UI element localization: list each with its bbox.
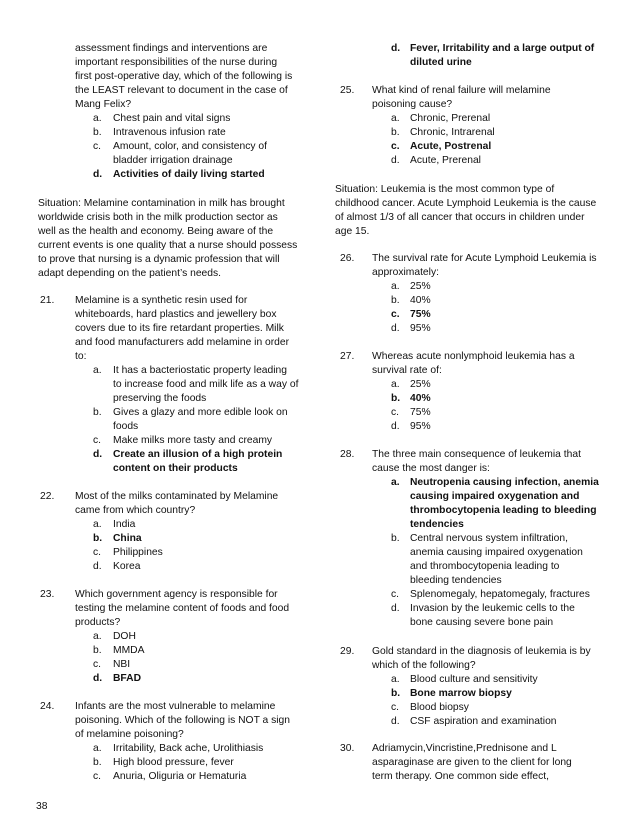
option-letter: c. xyxy=(93,141,102,152)
option-text-line: 25% xyxy=(410,379,431,390)
option-text-line: CSF aspiration and examination xyxy=(410,716,557,727)
question-stem-line: first post-operative day, which of the following is xyxy=(75,71,293,82)
question-number: 30. xyxy=(340,743,355,754)
question-stem-line: to: xyxy=(75,351,87,362)
question-number: 21. xyxy=(40,295,55,306)
question-stem-line: important responsibilities of the nurse during xyxy=(75,57,278,68)
question-stem-line: approximately: xyxy=(372,267,439,278)
option-text-line: 75% xyxy=(410,309,431,320)
question-number: 27. xyxy=(340,351,355,362)
option-text-line: DOH xyxy=(113,631,136,642)
question-number: 25. xyxy=(340,85,355,96)
question-stem-line: Adriamycin,Vincristine,Prednisone and L xyxy=(372,743,557,754)
option-letter: c. xyxy=(391,589,400,600)
option-text-line: Make milks more tasty and creamy xyxy=(113,435,273,446)
situation-line: Situation: Leukemia is the most common type of xyxy=(335,184,555,195)
option-text-line: Invasion by the leukemic cells to the xyxy=(410,603,575,614)
question-number: 28. xyxy=(340,449,355,460)
situation-line: of almost 1/3 of all cancer that occurs in children under xyxy=(335,212,585,223)
option-text-line: foods xyxy=(113,421,139,432)
option-letter: d. xyxy=(391,716,400,727)
question-stem-line: Whereas acute nonlymphoid leukemia has a xyxy=(372,351,575,362)
option-letter: b. xyxy=(93,127,102,138)
option-text-line: content on their products xyxy=(113,463,238,474)
situation-line: worldwide crisis both in the milk production sector as xyxy=(38,212,278,223)
situation-line: current events is one quality that a nurse should possess xyxy=(38,240,298,251)
question-stem-line: Infants are the most vulnerable to melamine xyxy=(75,701,276,712)
option-text-line: tendencies xyxy=(410,519,464,530)
question-stem-line: covers due to its fire retardant properties. Milk xyxy=(75,323,284,334)
option-letter: a. xyxy=(391,281,400,292)
question-stem-line: testing the melamine content of foods and food xyxy=(75,603,290,614)
question-stem-line: assessment findings and interventions are xyxy=(75,43,268,54)
option-letter: b. xyxy=(391,688,401,699)
option-text-line: Neutropenia causing infection, anemia xyxy=(410,477,599,488)
option-letter: b. xyxy=(93,407,102,418)
option-text-line: bone causing severe bone pain xyxy=(410,617,554,628)
option-text-line: Intravenous infusion rate xyxy=(113,127,226,138)
option-letter: b. xyxy=(93,533,103,544)
question-number: 22. xyxy=(40,491,55,502)
option-letter: c. xyxy=(391,309,400,320)
question-stem-line: which of the following? xyxy=(372,660,476,671)
option-text-line: Korea xyxy=(113,561,141,572)
option-letter: d. xyxy=(93,169,103,180)
option-text-line: Acute, Prerenal xyxy=(410,155,481,166)
option-letter: b. xyxy=(391,295,400,306)
option-letter: b. xyxy=(391,127,400,138)
option-text-line: and thrombocytopenia leading to xyxy=(410,561,560,572)
option-letter: d. xyxy=(391,421,400,432)
option-letter: c. xyxy=(391,702,400,713)
option-text-line: Blood biopsy xyxy=(410,702,469,713)
option-letter: a. xyxy=(93,743,102,754)
option-text-line: bleeding tendencies xyxy=(410,575,502,586)
option-letter: c. xyxy=(391,141,400,152)
situation-line: Situation: Melamine contamination in milk has brought xyxy=(38,198,285,209)
option-text-line: Philippines xyxy=(113,547,163,558)
question-stem-line: poisoning. Which of the following is NOT a sign xyxy=(75,715,291,726)
option-text-line: 40% xyxy=(410,295,431,306)
option-text-line: 95% xyxy=(410,421,431,432)
option-letter: b. xyxy=(391,533,400,544)
option-text-line: 25% xyxy=(410,281,431,292)
option-text-line: 75% xyxy=(410,407,431,418)
page-number: 38 xyxy=(36,801,48,812)
option-text-line: MMDA xyxy=(113,645,145,656)
option-letter: b. xyxy=(93,757,102,768)
situation-line: age 15. xyxy=(335,226,370,237)
option-text-line: NBI xyxy=(113,659,131,670)
question-stem-line: Mang Felix? xyxy=(75,99,132,110)
option-letter: a. xyxy=(391,379,400,390)
option-letter: c. xyxy=(93,659,102,670)
option-text-line: Splenomegaly, hepatomegaly, fractures xyxy=(410,589,590,600)
option-letter: a. xyxy=(93,365,102,376)
question-stem-line: survival rate of: xyxy=(372,365,442,376)
option-text-line: anemia causing impaired oxygenation xyxy=(410,547,583,558)
option-text-line: causing impaired oxygenation and xyxy=(410,491,580,502)
situation-line: adapt depending on the patient’s needs. xyxy=(38,268,222,279)
option-letter: d. xyxy=(391,323,400,334)
option-text-line: Activities of daily living started xyxy=(113,169,265,180)
option-text-line: BFAD xyxy=(113,673,142,684)
question-stem-line: What kind of renal failure will melamine xyxy=(372,85,551,96)
question-number: 26. xyxy=(340,253,355,264)
option-letter: b. xyxy=(391,393,401,404)
question-stem-line: whiteboards, hard plastics and jewellery box xyxy=(75,309,277,320)
question-stem-line: Which government agency is responsible for xyxy=(75,589,278,600)
situation-line: childhood cancer. Acute Lymphoid Leukemia is the cause xyxy=(335,198,597,209)
option-text-line: Gives a glazy and more edible look on xyxy=(113,407,288,418)
option-letter: d. xyxy=(391,43,401,54)
option-text-line: Blood culture and sensitivity xyxy=(410,674,538,685)
question-stem-line: and food manufacturers add melamine in order xyxy=(75,337,290,348)
option-text-line: Bone marrow biopsy xyxy=(410,688,512,699)
option-text-line: Amount, color, and consistency of xyxy=(113,141,267,152)
option-text-line: bladder irrigation drainage xyxy=(113,155,233,166)
option-letter: a. xyxy=(93,631,102,642)
question-stem-line: Most of the milks contaminated by Melamine xyxy=(75,491,279,502)
option-letter: c. xyxy=(93,771,102,782)
option-text-line: High blood pressure, fever xyxy=(113,757,234,768)
option-text-line: Chronic, Intrarenal xyxy=(410,127,495,138)
question-number: 29. xyxy=(340,646,355,657)
option-text-line: to increase food and milk life as a way of xyxy=(113,379,299,390)
question-stem-line: The survival rate for Acute Lymphoid Leukemia is xyxy=(372,253,597,264)
option-text-line: Chest pain and vital signs xyxy=(113,113,231,124)
situation-line: well as the health and economy. Being aware of the xyxy=(38,226,274,237)
situation-line: to prove that nursing is a dynamic profession that will xyxy=(38,254,280,265)
question-stem-line: The three main consequence of leukemia that xyxy=(372,449,581,460)
option-text-line: It has a bacteriostatic property leading xyxy=(113,365,288,376)
question-number: 23. xyxy=(40,589,55,600)
option-letter: c. xyxy=(391,407,400,418)
option-text-line: Create an illusion of a high protein xyxy=(113,449,283,460)
question-stem-line: Gold standard in the diagnosis of leukemia is by xyxy=(372,646,591,657)
option-text-line: 95% xyxy=(410,323,431,334)
option-text-line: Irritability, Back ache, Urolithiasis xyxy=(113,743,264,754)
question-stem-line: poisoning cause? xyxy=(372,99,453,110)
option-letter: d. xyxy=(93,673,103,684)
right-column xyxy=(319,0,638,826)
option-letter: b. xyxy=(93,645,102,656)
question-number: 24. xyxy=(40,701,55,712)
question-stem-line: Melamine is a synthetic resin used for xyxy=(75,295,248,306)
option-text-line: Central nervous system infiltration, xyxy=(410,533,568,544)
option-text-line: diluted urine xyxy=(410,57,472,68)
option-text-line: 40% xyxy=(410,393,431,404)
question-stem-line: the LEAST relevant to document in the case of xyxy=(75,85,288,96)
option-letter: a. xyxy=(391,477,400,488)
option-letter: a. xyxy=(93,519,102,530)
option-text-line: preserving the foods xyxy=(113,393,207,404)
question-stem-line: of melamine poisoning? xyxy=(75,729,184,740)
option-text-line: Anuria, Oliguria or Hematuria xyxy=(113,771,247,782)
option-letter: a. xyxy=(93,113,102,124)
option-letter: d. xyxy=(93,561,102,572)
option-letter: d. xyxy=(391,155,400,166)
option-text-line: India xyxy=(113,519,136,530)
question-stem-line: came from which country? xyxy=(75,505,196,516)
question-stem-line: asparaginase are given to the client for long xyxy=(372,757,572,768)
option-text-line: thrombocytopenia leading to bleeding xyxy=(410,505,597,516)
option-letter: d. xyxy=(391,603,400,614)
option-letter: c. xyxy=(93,435,102,446)
option-letter: a. xyxy=(391,113,400,124)
option-text-line: China xyxy=(113,533,142,544)
question-stem-line: term therapy. One common side effect, xyxy=(372,771,550,782)
option-text-line: Fever, Irritability and a large output of xyxy=(410,43,595,54)
option-text-line: Acute, Postrenal xyxy=(410,141,492,152)
option-letter: d. xyxy=(93,449,103,460)
option-letter: c. xyxy=(93,547,102,558)
question-stem-line: products? xyxy=(75,617,121,628)
option-text-line: Chronic, Prerenal xyxy=(410,113,491,124)
question-stem-line: cause the most danger is: xyxy=(372,463,490,474)
option-letter: a. xyxy=(391,674,400,685)
